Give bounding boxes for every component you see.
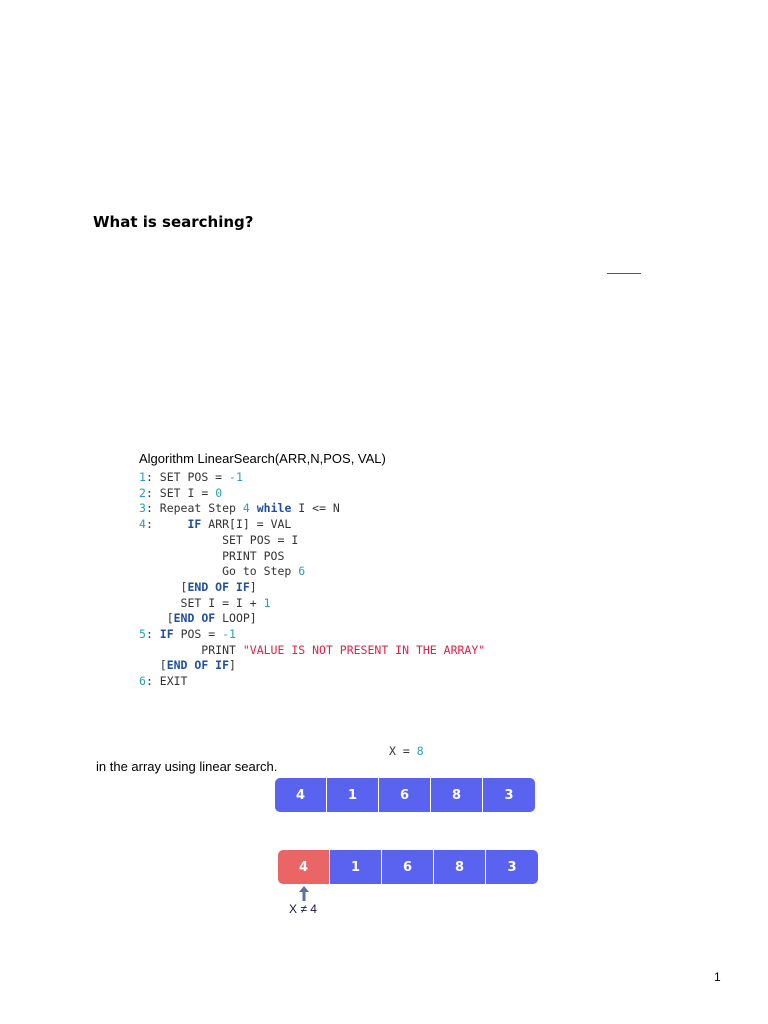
code-token: IF (187, 517, 202, 532)
code-token: 1 (263, 595, 271, 610)
x-value-label (389, 744, 424, 758)
code-token: ARR[I] = VAL (201, 517, 292, 532)
code-line (139, 548, 284, 564)
x-label: X = (389, 744, 417, 758)
code-line (139, 532, 298, 548)
code-token: PRINT (139, 642, 243, 657)
code-token: [ (139, 579, 188, 594)
example-text: in the array using linear search. (96, 759, 278, 774)
code-token: SET POS = I (139, 532, 299, 547)
array-cell: 8 (434, 850, 486, 884)
code-token: POS = (173, 627, 223, 641)
code-token: 0 (215, 485, 223, 500)
array-cell: 8 (431, 778, 483, 812)
array-cell: 3 (483, 778, 535, 812)
code-line (139, 673, 187, 689)
code-token: END OF IF (166, 658, 230, 673)
code-line (139, 516, 291, 532)
code-line (139, 657, 236, 673)
code-token: : Repeat Step (145, 501, 243, 516)
code-line (139, 500, 340, 516)
code-token: : (145, 517, 188, 532)
code-token: 4 (242, 501, 250, 516)
code-token: ] (229, 658, 236, 673)
code-token: 1 (139, 470, 146, 484)
array-cell: 4 (275, 778, 327, 812)
code-token: -1 (229, 470, 243, 484)
code-token: : SET POS = (145, 470, 230, 484)
up-arrow-icon (297, 884, 311, 902)
code-line (139, 579, 257, 595)
code-token: PRINT POS (139, 548, 285, 563)
code-token: 4 (139, 517, 146, 532)
code-token (250, 501, 257, 515)
code-token: : SET I = (145, 485, 216, 500)
hyperlink-underline[interactable] (607, 273, 641, 274)
code-line (139, 595, 271, 611)
code-token: "VALUE IS NOT PRESENT IN THE ARRAY" (242, 642, 486, 657)
code-token: I <= N (291, 501, 340, 516)
code-token: 2 (139, 485, 146, 500)
code-token: -1 (222, 627, 236, 641)
section-heading: What is searching? (93, 213, 254, 231)
array-cell: 3 (486, 850, 538, 884)
code-token: [ (139, 611, 174, 626)
code-token: ] (249, 579, 257, 594)
code-line (139, 485, 222, 501)
array-cell: 1 (327, 778, 379, 812)
array-row-initial (275, 778, 535, 812)
code-token: : (145, 627, 160, 641)
code-token: IF (159, 627, 174, 641)
array-cell: 1 (330, 850, 382, 884)
code-token: : EXIT (145, 674, 188, 689)
code-line (139, 469, 243, 485)
code-token: [ (139, 658, 167, 673)
code-token: 6 (139, 674, 146, 689)
page-number: 1 (714, 970, 721, 984)
x-value: 8 (416, 744, 424, 758)
code-token: 3 (139, 501, 146, 516)
code-token: while (256, 501, 292, 516)
array-cell: 6 (379, 778, 431, 812)
code-token: END OF (173, 611, 216, 626)
code-token: 5 (139, 627, 146, 641)
array-cell-highlighted: 4 (278, 850, 330, 884)
array-cell: 6 (382, 850, 434, 884)
code-line (139, 642, 485, 658)
code-token: SET I = I + (139, 595, 264, 610)
code-line (139, 610, 257, 626)
code-token: LOOP] (215, 611, 257, 626)
array-row-step1 (278, 850, 538, 884)
code-line (139, 563, 305, 579)
code-token: END OF IF (187, 579, 250, 594)
code-line (139, 626, 236, 642)
comparison-label: X ≠ 4 (289, 902, 317, 916)
code-token: Go to Step (139, 564, 299, 579)
code-token: 6 (298, 564, 306, 579)
algorithm-title: Algorithm LinearSearch(ARR,N,POS, VAL) (139, 451, 386, 466)
